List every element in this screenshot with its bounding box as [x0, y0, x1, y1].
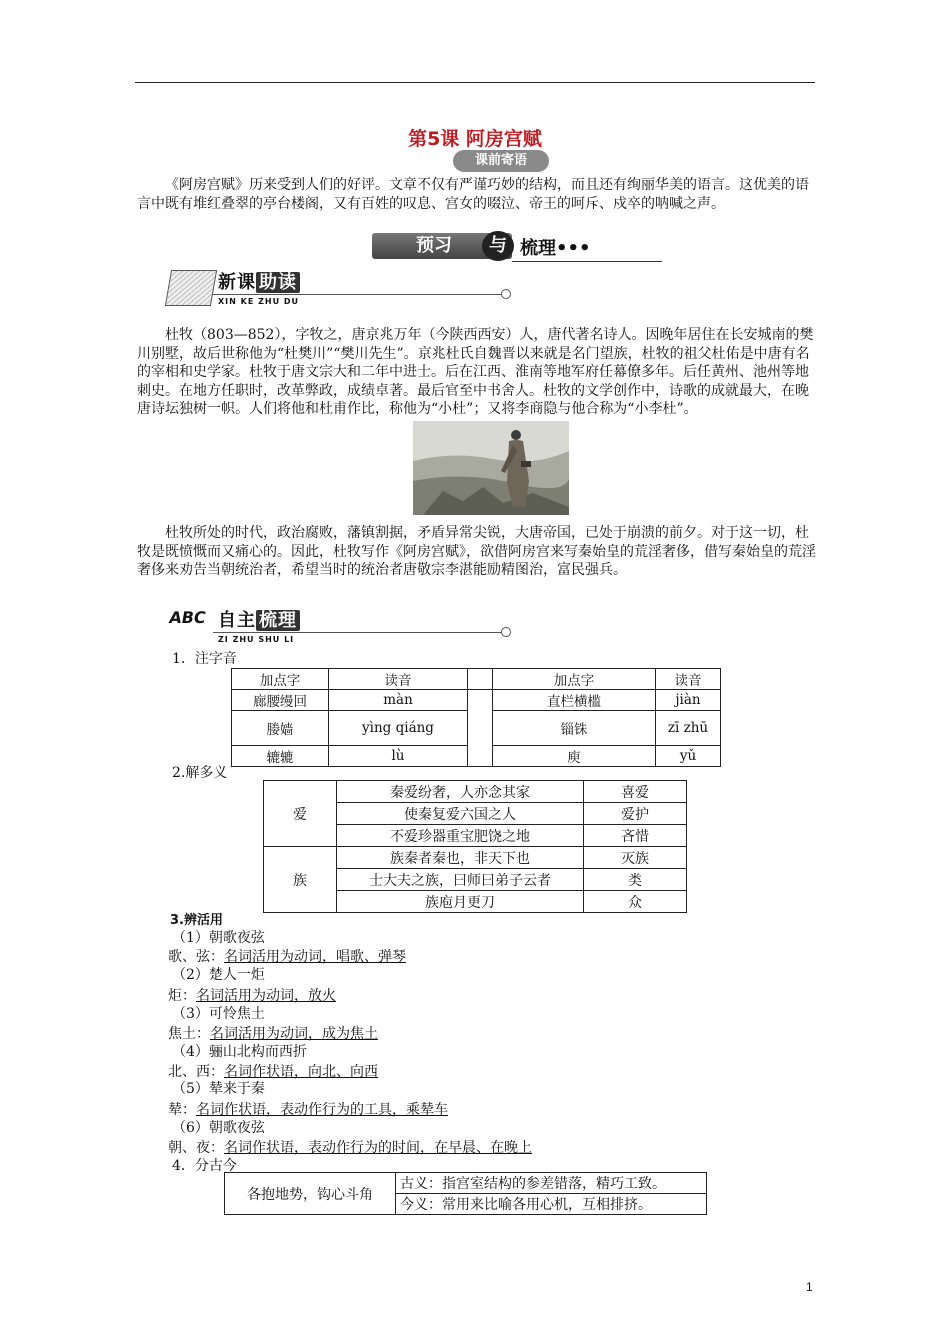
pinyin-cell: zī zhū [656, 711, 721, 746]
q3-item-3-question: （3）可怜焦土 [172, 1006, 265, 1022]
sentence-cell: 使秦复爱六国之人 [337, 803, 584, 825]
word-cell: 直栏横槛 [493, 690, 656, 711]
word-cell: 锱铢 [493, 711, 656, 746]
pinyin-cell: màn [329, 690, 468, 711]
word-cell: 媵嫱 [232, 711, 329, 746]
sentence-cell: 秦爱纷奢，人亦念其家 [337, 781, 584, 803]
q3-item-6-answer: 朝、夜：名词作状语，表动作行为的时间，在早晨、在晚上 [168, 1140, 532, 1156]
q3-item-1-question: （1）朝歌夜弦 [172, 930, 265, 946]
pinyin-cell: lù [329, 746, 468, 767]
pinyin-cell: yǔ [656, 746, 721, 767]
q4-label: 4．分古今 [172, 1158, 237, 1174]
section-dot [501, 289, 511, 299]
meaning-cell: 喜爱 [584, 781, 687, 803]
section-new-lesson [168, 268, 513, 312]
q3-item-4-question: （4）骊山北构而西折 [172, 1044, 307, 1060]
q3-item-1-answer: 歌、弦：名词活用为动词，唱歌、弹琴 [168, 949, 406, 965]
meaning-cell: 众 [584, 891, 687, 913]
section-pinyin: ZI ZHU SHU LI [218, 635, 295, 644]
book-icon [165, 270, 217, 306]
word-cell: 辘辘 [232, 746, 329, 767]
header-cell: 读音 [329, 669, 468, 690]
char-cell: 族 [264, 847, 337, 913]
ancient-meaning-cell: 古义：指宫室结构的参差错落，精巧工致。 [396, 1173, 707, 1194]
banner-circle: 与 [482, 231, 514, 261]
table-row [225, 1173, 707, 1194]
sentence-cell: 族庖月更刀 [337, 891, 584, 913]
section-title: 新课 助读 [218, 268, 300, 294]
divider-cell [468, 690, 493, 767]
sentence-cell: 不爱珍器重宝肥饶之地 [337, 825, 584, 847]
pronunciation-table [231, 668, 721, 767]
banner-bar: 预习 [372, 233, 512, 259]
page-number: 1 [806, 1280, 813, 1294]
header-cell: 读音 [656, 669, 721, 690]
meaning-cell: 爱护 [584, 803, 687, 825]
background-paragraph [137, 524, 817, 580]
meaning-cell: 吝惜 [584, 825, 687, 847]
word-cell: 庾 [493, 746, 656, 767]
section-self-study [168, 606, 513, 650]
abc-icon: ABC [167, 608, 208, 627]
banner-rest: 梳理••• [520, 238, 591, 259]
du-mu-illustration [413, 421, 569, 515]
section-rule [213, 294, 503, 295]
section-pinyin: XIN KE ZHU DU [218, 297, 299, 306]
table-row [232, 669, 721, 690]
bio-paragraph [137, 326, 817, 419]
meaning-cell: 类 [584, 869, 687, 891]
pinyin-cell: jiàn [656, 690, 721, 711]
idiom-cell: 各抱地势，钩心斗角 [225, 1173, 396, 1215]
q1-label: 1．注字音 [172, 651, 237, 667]
header-rule [135, 82, 815, 83]
header-cell: 加点字 [232, 669, 329, 690]
polysemy-table [263, 780, 687, 913]
q3-item-6-question: （6）朝歌夜弦 [172, 1120, 265, 1136]
section-rule [213, 632, 503, 633]
banner-underline [512, 261, 662, 262]
preview-banner [372, 231, 662, 263]
q3-item-4-answer: 北、西：名词作状语，向北、向西 [168, 1064, 378, 1080]
q3-item-2-answer: 炬：名词活用为动词，放火 [168, 988, 336, 1004]
header-cell: 加点字 [493, 669, 656, 690]
q3-item-3-answer: 焦土：名词活用为动词，成为焦土 [168, 1026, 378, 1042]
word-cell: 廊腰缦回 [232, 690, 329, 711]
sentence-cell: 族秦者秦也，非天下也 [337, 847, 584, 869]
q2-label: 2.解多义 [172, 765, 228, 781]
table-row [264, 781, 687, 803]
q3-item-2-question: （2）楚人一炬 [172, 967, 265, 983]
modern-meaning-cell: 今义：常用来比喻各用心机，互相排挤。 [396, 1194, 707, 1215]
ancient-modern-table [224, 1172, 707, 1215]
divider-cell [468, 669, 493, 690]
meaning-cell: 灭族 [584, 847, 687, 869]
char-cell: 爱 [264, 781, 337, 847]
background-text: 杜牧所处的时代，政治腐败，藩镇割据，矛盾异常尖锐，大唐帝国，已处于崩溃的前夕。对于这一切，杜牧是既愤慨而又痛心的。因此，杜牧写作《阿房宫赋》，欲借阿房宫来写秦始皇的荒淫奢侈，借写秦始皇的荒淫奢侈来劝告当朝统治者，希望当时的统治者唐敬宗李湛能励精图治，富民强兵。 [137, 525, 816, 578]
q3-item-5-answer: 辇：名词作状语，表动作行为的工具，乘辇车 [168, 1102, 448, 1118]
q3-item-5-question: （5）辇来于秦 [172, 1081, 265, 1097]
q3-label: 3.辨活用 [170, 913, 223, 928]
pinyin-cell: yìng qiáng [329, 711, 468, 746]
section-dot [501, 627, 511, 637]
preface-badge: 课前寄语 [453, 150, 549, 172]
table-row [264, 847, 687, 869]
intro-paragraph [137, 176, 817, 213]
page-title: 第5课 阿房宫赋 [408, 128, 542, 150]
bio-text: 杜牧（803—852），字牧之，唐京兆万年（今陕西西安）人，唐代著名诗人。因晚年居住在长安城南的樊川别墅，故后世称他为“杜樊川”“樊川先生”。京兆杜氏自魏晋以来就是名门望族，杜牧的祖父杜佑是中唐有名的宰相和史学家。杜牧于唐文宗大和二年中进士。后在江西、淮南等地军府任幕僚多年。后任黄州、池州等地刺史。在地方任职时，改革弊政，成绩卓著。最后官至中书舍人。杜牧的文学创作中，诗歌的成就最大，在晚唐诗坛独树一帜。人们将他和杜甫作比，称他为“小杜”；又将李商隐与他合称为“小李杜”。 [137, 327, 814, 417]
sentence-cell: 士大夫之族，曰师曰弟子云者 [337, 869, 584, 891]
section-title: 自主 梳理 [218, 606, 300, 632]
intro-text: 《阿房宫赋》历来受到人们的好评。文章不仅有严谨巧妙的结构，而且还有绚丽华美的语言。这优美的语言中既有堆红叠翠的亭台楼阁，又有百姓的叹息、宫女的啜泣、帝王的呵斥、戍卒的呐喊之声。 [137, 177, 809, 212]
table-row [232, 690, 721, 711]
